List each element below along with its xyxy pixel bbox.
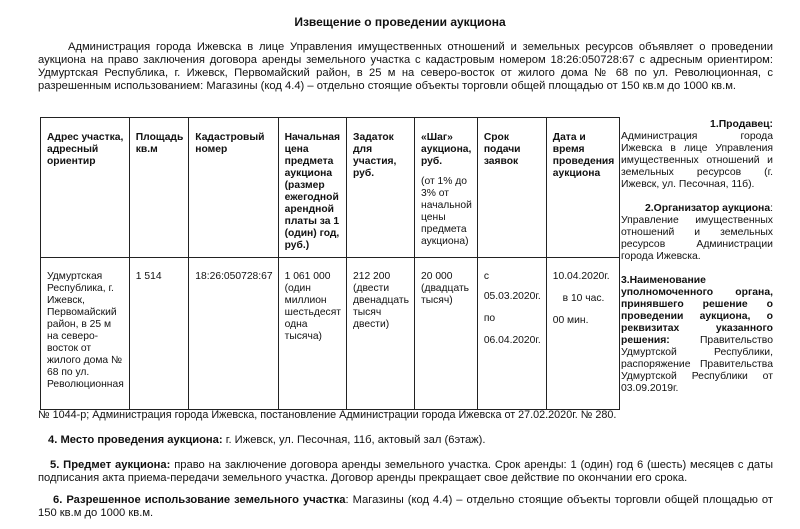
authority-title: 3.Наименование уполномоченного органа, принявшего решение о проведении аукциона, о реквизитах указанного решения: [621,275,773,346]
auction-date: 10.04.2020г. [552,271,610,282]
cell-cadastral: 18:26:050728:67 [189,258,278,410]
section-venue [38,434,773,447]
deadline-from: с [483,271,489,282]
header-step [415,118,478,258]
header-step-note: (от 1% до 3% от начальной цены предмета аукциона) [421,176,472,247]
auction-time-hours: в 10 час. [562,293,605,304]
price-value: 1 061 000 [284,271,331,282]
deposit-value: 212 200 [353,271,391,282]
header-deadline: Срок подачи заявок [477,118,546,258]
cell-deposit [347,258,415,410]
deposit-words: (двести двенадцать тысяч двести) [353,283,410,330]
organizer-heading [621,203,773,215]
header-address: Адрес участка, адресный ориентир [41,118,130,258]
organizer-text: Управление имущественных отношений и земельных ресурсов Администрации города Ижевска. [621,215,773,262]
table-row [41,258,620,410]
header-date: Дата и время проведения аукциона [546,118,620,258]
authority-block [621,275,773,395]
cell-step [415,258,478,410]
header-price: Начальная цена предмета аукциона (размер ежегодной арендной платы за 1 (один) год, руб.) [278,118,346,258]
continuation-text: № 1044-р; Администрация города Ижевска, постановление Администрации города Ижевска от 27.02.2020г. № 280. [38,409,617,421]
price-words: (один миллион шестьдесят одна тысяча) [284,283,342,342]
cell-address: Удмуртская Республика, г. Ижевск, Первомайский район, в 25 м на северо-восток от жилого дома № 68 по ул. Революционная [41,258,130,410]
deadline-to: по [483,313,496,324]
section-permitted-use-text: : Магазины (код 4.4) – отдельно стоящие объекты торговли общей площадью от 150 кв.м до 1000 кв.м. [38,494,773,519]
section-subject [38,459,773,485]
sidebar-info [621,119,773,407]
auction-table [40,117,620,410]
intro-paragraph: Администрация города Ижевска в лице Управления имущественных отношений и земельных ресурсов объявляет о проведении аукциона на право заключения договора аренды земельного участка с кадастровым номером 18:26:050728:67 с адресным ориентиром: Удмуртская Республика, г. Ижевск, Первомайский район, в 25 м на северо-восток от жилого дома № 68 по ул. Революционная, с разрешенным использованием: Магазины (код 4.4) – отдельно стоящие объекты торговли общей площадью от 150 кв.м до 1000 кв.м. [38,41,773,92]
table-header-row [41,118,620,258]
header-deposit: Задаток для участия, руб. [347,118,415,258]
seller-block [621,119,773,191]
page-title: Извещение о проведении аукциона [294,15,506,29]
organizer-block [621,203,773,263]
deadline-start: 05.03.2020г. [483,291,541,302]
cell-area: 1 514 [129,258,189,410]
auction-time-minutes: 00 мин. [552,315,589,326]
seller-title: 1.Продавец: [710,119,773,130]
header-step-label: «Шаг» аукциона, руб. [421,132,472,167]
section-venue-text: г. Ижевск, ул. Песочная, 11б, актовый зал (6этаж). [222,434,486,446]
authority-text: Правительство Удмуртской Республики, распоряжение Правительства Удмуртской Республики от 03.09.2019г. [621,335,773,394]
cell-deadline [477,258,546,410]
step-words: (двадцать тысяч) [421,283,470,306]
step-value: 20 000 [421,271,453,282]
organizer-colon: : [770,203,773,214]
header-cadastral: Кадастровый номер [189,118,278,258]
organizer-title: 2.Организатор аукциона [644,203,771,214]
header-area: Площадь кв.м [129,118,189,258]
section-subject-text: право на заключение договора аренды земельного участка. Срок аренды: 1 (один) год 6 (шесть) месяцев с даты подписания акта приема-передачи земельного участка. Договор аренды прекращает свое действие по окончании его срока. [38,459,773,484]
deadline-end: 06.04.2020г. [483,335,541,346]
seller-text: Администрация города Ижевска в лице Управления имущественных отношений и земельных ресурсов (г. Ижевск, ул. Песочная, 11б). [621,131,773,190]
section-venue-label: 4. Место проведения аукциона: [48,434,223,446]
section-subject-label: 5. Предмет аукциона: [50,459,171,471]
cell-auction-date [546,258,620,410]
section-permitted-use [38,494,773,520]
cell-price [278,258,346,410]
section-permitted-use-label: 6. Разрешенное использование земельного участка [53,494,346,506]
